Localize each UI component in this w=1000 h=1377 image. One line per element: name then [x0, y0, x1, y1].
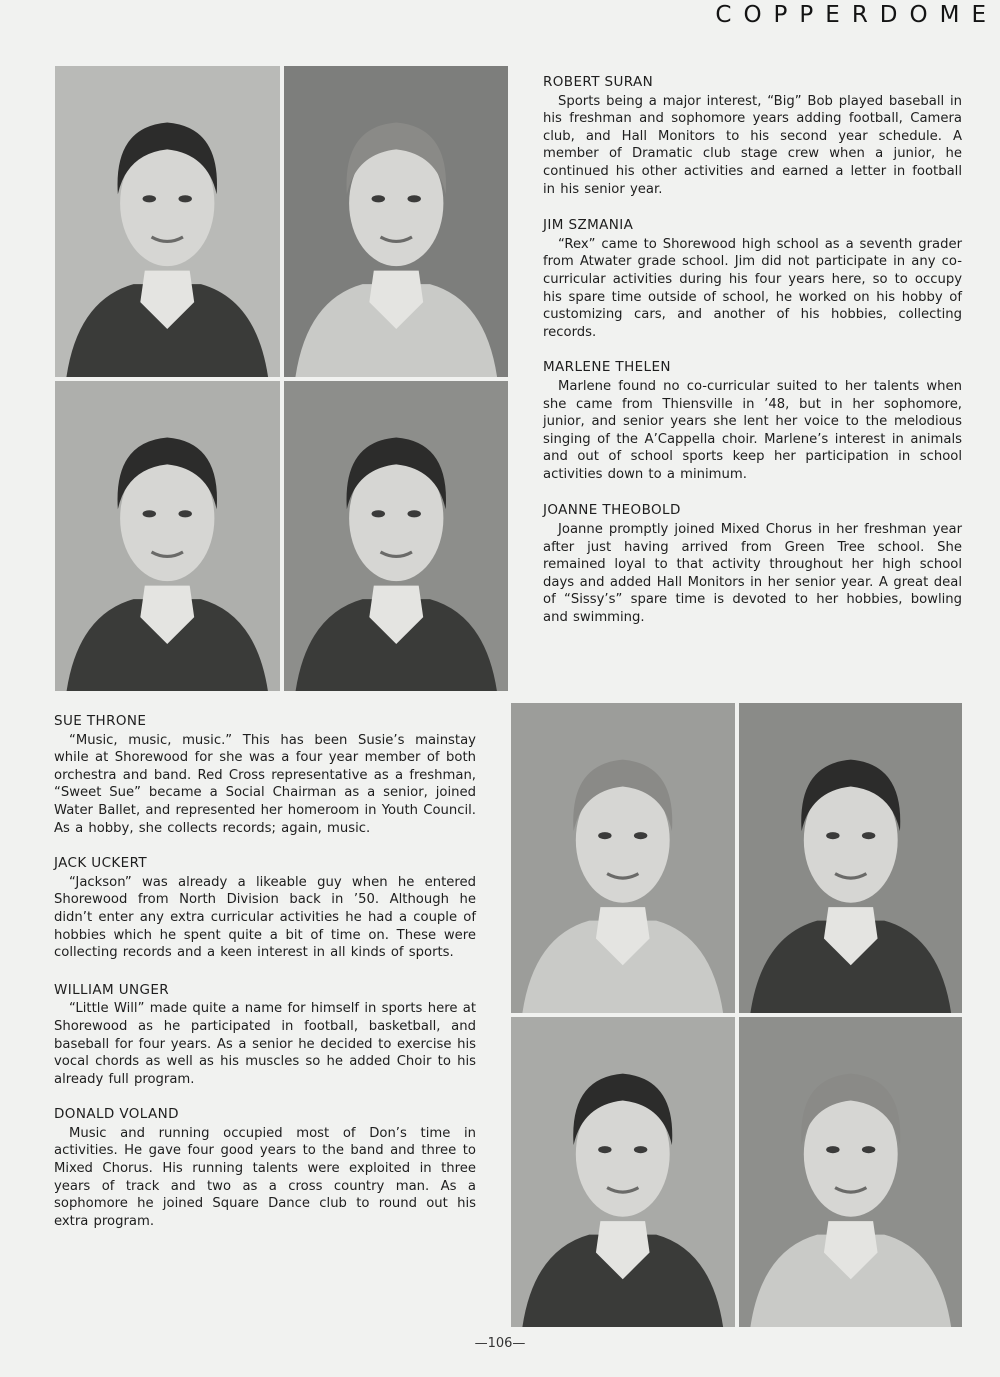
portrait-photo [55, 66, 280, 377]
bio-name: WILLIAM UNGER [54, 981, 170, 998]
bio-entry [543, 74, 962, 198]
bio-entry [54, 855, 476, 962]
portrait-eye [826, 1146, 839, 1153]
portrait-eye [407, 510, 420, 517]
photo-grid-top [55, 66, 508, 691]
page-number: —106— [474, 1336, 526, 1351]
portrait-photo [284, 66, 509, 377]
bio-column-left [54, 713, 476, 1248]
portrait-eye [598, 832, 611, 839]
bio-name: JOANNE THEOBOLD [543, 502, 681, 519]
bio-name: MARLENE THELEN [543, 359, 671, 376]
portrait-eye [407, 195, 420, 202]
portrait-eye [826, 832, 839, 839]
portrait-eye [178, 510, 191, 517]
portrait-eye [861, 832, 874, 839]
portrait-photo [511, 1017, 735, 1327]
bio-column-right [543, 74, 962, 645]
portrait-photo [739, 1017, 963, 1327]
portrait-eye [598, 1146, 611, 1153]
running-head-title: COPPERDOME [715, 2, 998, 28]
portrait-eye [143, 510, 156, 517]
portrait-photo [55, 381, 280, 692]
portrait-eye [634, 832, 647, 839]
portrait-eye [143, 195, 156, 202]
bio-entry [543, 217, 962, 341]
bio-text: Music and running occupied most of Don’s time in activities. He gave four good years to the band and three to Mixed Chorus. His running talents were exploited in three years of track and two as a cross country man. As a sophomore he joined Square Dance club to round out his extra program. [54, 1125, 476, 1229]
bio-name: SUE THRONE [54, 713, 147, 729]
portrait-photo [511, 703, 735, 1013]
bio-name: ROBERT SURAN [543, 74, 654, 90]
portrait-photo [739, 703, 963, 1013]
photo-grid-bottom [511, 703, 962, 1327]
portrait-eye [371, 510, 384, 517]
bio-text: Marlene found no co-curricular suited to her talents when she came from Thiensville in ’48, but in her sophomore, junior, and senior years she lent her voice to the melodious singing of the A’Cappella choir. Marlene’s interest in animals and out of school sports keep her participation in school activities down to a minimum. [543, 378, 962, 482]
bio-text: “Little Will” made quite a name for himself in sports here at Shorewood as he participated in football, basketball, and baseball for four years. As a senior he decided to exercise his vocal chords as well as his muscles so he added Choir to his already full program. [54, 1001, 476, 1087]
portrait-eye [861, 1146, 874, 1153]
bio-name: JIM SZMANIA [543, 217, 634, 234]
bio-entry [54, 1106, 476, 1230]
portrait-eye [371, 195, 384, 202]
bio-entry [54, 713, 476, 837]
bio-name: DONALD VOLAND [54, 1106, 179, 1123]
bio-entry [543, 359, 962, 483]
portrait-eye [634, 1146, 647, 1153]
bio-entry [543, 502, 962, 626]
portrait-photo [284, 381, 509, 692]
bio-name: JACK UCKERT [54, 855, 148, 872]
bio-text: “Rex” came to Shorewood high school as a seventh grader from Atwater grade school. Jim did not participate in any co-curricular activities during his four years here, so to occupy his spare time outside of school, he worked on his hobby of customizing cars, and another of his hobbies, collecting records. [543, 236, 962, 340]
bio-text: Joanne promptly joined Mixed Chorus in her freshman year after just having arrived from Green Tree school. She remained loyal to that activity throughout her high school days and added Hall Monitors in her senior year. A great deal of “Sissy’s” spare time is devoted to her hobbies, bowling and swimming. [543, 522, 962, 626]
bio-text: “Music, music, music.” This has been Susie’s mainstay while at Shorewood for she was a four year member of both orchestra and band. Red Cross representative as a freshman, “Sweet Sue” became a Social Chairman as a senior, joined Water Ballet, and represented her homeroom in Youth Council. As a hobby, she collects records; again, music. [54, 732, 476, 836]
portrait-eye [178, 195, 191, 202]
bio-entry [54, 982, 476, 1089]
bio-text: Sports being a major interest, “Big” Bob played baseball in his freshman and sophomore years adding football, Camera club, and Hall Monitors to his second year schedule. A member of Dramatic club stage crew when a junior, he continued his other activities and earned a letter in football in his senior year. [543, 93, 962, 197]
bio-text: “Jackson” was already a likeable guy when he entered Shorewood from North Division back in ’50. Although he didn’t enter any extra curricular activities he had a couple of hobbies which he spent quite a bit of time on. These were collecting records and a keen interest in all kinds of sports. [54, 874, 476, 961]
